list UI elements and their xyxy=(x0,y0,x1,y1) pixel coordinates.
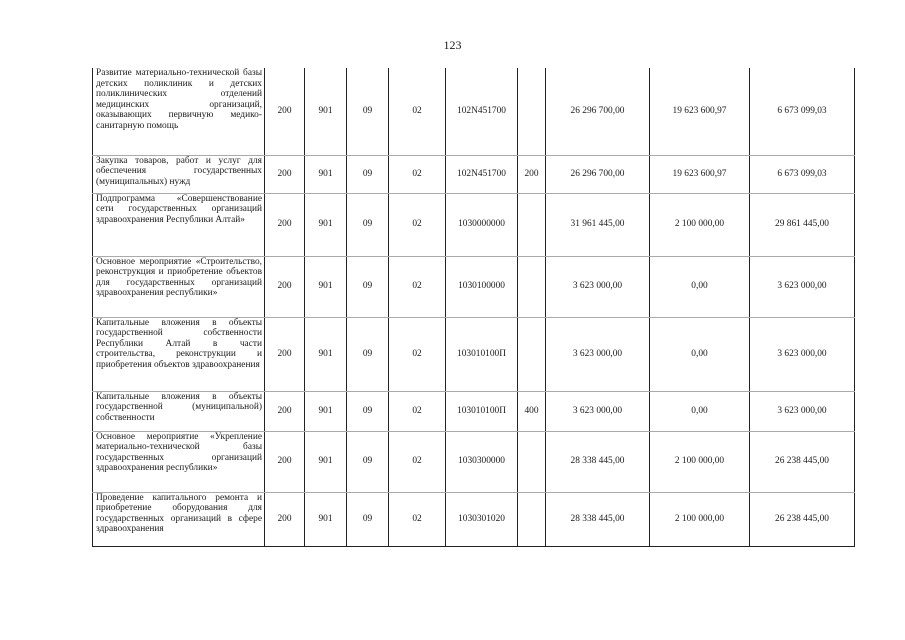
executed-amount-cell: 2 100 000,00 xyxy=(650,492,750,546)
expense-name: Проведение капитального ремонта и приобретение оборудования для государственных организаций в сфере здравоохранения xyxy=(93,492,265,546)
ministry-code-cell: 901 xyxy=(305,492,347,546)
table-row xyxy=(93,68,855,155)
subsection-cell: 02 xyxy=(389,391,446,431)
expense-type-cell: 200 xyxy=(518,155,546,193)
section-cell: 09 xyxy=(347,193,389,256)
subsection-cell: 02 xyxy=(389,68,446,155)
remaining-amount-cell: 29 861 445,00 xyxy=(750,193,855,256)
grbs-cell: 200 xyxy=(265,155,305,193)
page-number: 123 xyxy=(443,38,462,52)
expense-type-cell xyxy=(518,317,546,391)
expense-name: Капитальные вложения в объекты государственной (муниципальной) собственности xyxy=(93,391,265,431)
section-cell: 09 xyxy=(347,155,389,193)
expense-type-cell xyxy=(518,256,546,317)
ministry-code-cell: 901 xyxy=(305,68,347,155)
remaining-amount-cell: 26 238 445,00 xyxy=(750,492,855,546)
ministry-code-cell: 901 xyxy=(305,317,347,391)
plan-amount-cell: 3 623 000,00 xyxy=(546,391,650,431)
plan-amount-cell: 26 296 700,00 xyxy=(546,155,650,193)
ministry-code-cell: 901 xyxy=(305,193,347,256)
section-cell: 09 xyxy=(347,317,389,391)
plan-amount-cell: 26 296 700,00 xyxy=(546,68,650,155)
table-row xyxy=(93,492,855,546)
table-row xyxy=(93,155,855,193)
ministry-code-cell: 901 xyxy=(305,431,347,492)
plan-amount-cell: 28 338 445,00 xyxy=(546,431,650,492)
remaining-amount-cell: 6 673 099,03 xyxy=(750,155,855,193)
target-article-cell: 102N451700 xyxy=(446,68,518,155)
expense-name: Подпрограмма «Совершенствование сети государственных организаций здравоохранения Республики Алтай» xyxy=(93,193,265,256)
plan-amount-cell: 3 623 000,00 xyxy=(546,317,650,391)
executed-amount-cell: 19 623 600,97 xyxy=(650,155,750,193)
ministry-code-cell: 901 xyxy=(305,391,347,431)
plan-amount-cell: 31 961 445,00 xyxy=(546,193,650,256)
target-article-cell: 1030301020 xyxy=(446,492,518,546)
grbs-cell: 200 xyxy=(265,256,305,317)
target-article-cell: 103010100П xyxy=(446,317,518,391)
target-article-cell: 1030100000 xyxy=(446,256,518,317)
budget-table xyxy=(92,68,855,547)
remaining-amount-cell: 6 673 099,03 xyxy=(750,68,855,155)
subsection-cell: 02 xyxy=(389,317,446,391)
expense-name: Основное мероприятие «Укрепление материально-технической базы государственных организаций здравоохранения республики» xyxy=(93,431,265,492)
executed-amount-cell: 2 100 000,00 xyxy=(650,193,750,256)
subsection-cell: 02 xyxy=(389,256,446,317)
section-cell: 09 xyxy=(347,431,389,492)
target-article-cell: 102N451700 xyxy=(446,155,518,193)
grbs-cell: 200 xyxy=(265,317,305,391)
expense-name: Основное мероприятие «Строительство, реконструкция и приобретение объектов для государственных организаций здравоохранения республики» xyxy=(93,256,265,317)
grbs-cell: 200 xyxy=(265,391,305,431)
remaining-amount-cell: 3 623 000,00 xyxy=(750,391,855,431)
remaining-amount-cell: 26 238 445,00 xyxy=(750,431,855,492)
executed-amount-cell: 0,00 xyxy=(650,256,750,317)
remaining-amount-cell: 3 623 000,00 xyxy=(750,317,855,391)
section-cell: 09 xyxy=(347,492,389,546)
expense-name: Закупка товаров, работ и услуг для обеспечения государственных (муниципальных) нужд xyxy=(93,155,265,193)
table-row xyxy=(93,256,855,317)
expense-type-cell xyxy=(518,492,546,546)
section-cell: 09 xyxy=(347,256,389,317)
subsection-cell: 02 xyxy=(389,431,446,492)
remaining-amount-cell: 3 623 000,00 xyxy=(750,256,855,317)
executed-amount-cell: 2 100 000,00 xyxy=(650,431,750,492)
expense-type-cell xyxy=(518,193,546,256)
subsection-cell: 02 xyxy=(389,155,446,193)
section-cell: 09 xyxy=(347,391,389,431)
table-row xyxy=(93,391,855,431)
target-article-cell: 1030000000 xyxy=(446,193,518,256)
grbs-cell: 200 xyxy=(265,68,305,155)
target-article-cell: 1030300000 xyxy=(446,431,518,492)
subsection-cell: 02 xyxy=(389,193,446,256)
grbs-cell: 200 xyxy=(265,193,305,256)
executed-amount-cell: 19 623 600,97 xyxy=(650,68,750,155)
plan-amount-cell: 28 338 445,00 xyxy=(546,492,650,546)
table-row xyxy=(93,317,855,391)
section-cell: 09 xyxy=(347,68,389,155)
grbs-cell: 200 xyxy=(265,431,305,492)
table-row xyxy=(93,431,855,492)
expense-name: Капитальные вложения в объекты государственной собственности Республики Алтай в части строительства, реконструкции и приобретения объектов здравоохранения xyxy=(93,317,265,391)
table-row xyxy=(93,193,855,256)
expense-type-cell xyxy=(518,68,546,155)
expense-type-cell xyxy=(518,431,546,492)
executed-amount-cell: 0,00 xyxy=(650,317,750,391)
executed-amount-cell: 0,00 xyxy=(650,391,750,431)
grbs-cell: 200 xyxy=(265,492,305,546)
ministry-code-cell: 901 xyxy=(305,256,347,317)
target-article-cell: 103010100П xyxy=(446,391,518,431)
expense-name: Развитие материально-технической базы детских поликлиник и детских поликлинических отделений медицинских организаций, оказывающих первичную медико-санитарную помощь xyxy=(93,68,265,155)
expense-type-cell: 400 xyxy=(518,391,546,431)
plan-amount-cell: 3 623 000,00 xyxy=(546,256,650,317)
ministry-code-cell: 901 xyxy=(305,155,347,193)
subsection-cell: 02 xyxy=(389,492,446,546)
